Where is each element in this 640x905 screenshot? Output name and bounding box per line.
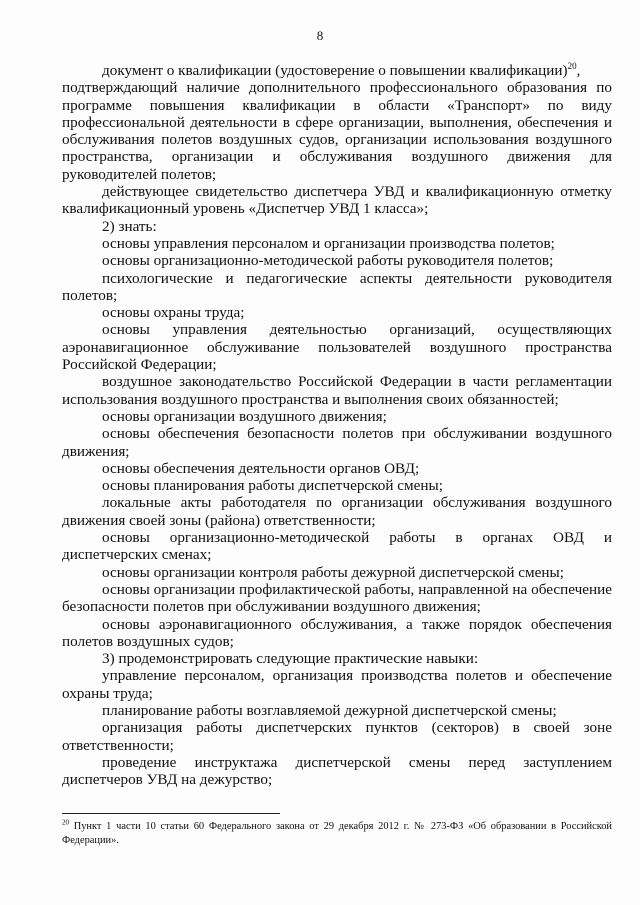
paragraph: локальные акты работодателя по организации обслуживания воздушного движения своей зоны (района) ответственности; (62, 494, 612, 529)
paragraph: документ о квалификации (удостоверение о повышении квалификации)$^{20}$, (102, 60, 581, 79)
paragraph: подтверждающий наличие дополнительного профессионального образования по программе повышения квалификации в области «Транспорт» по виду профессиональной деятельности в сфере организации, выполнения, обеспечения и обслуживания полетов воздушных судов, организации использования воздушного пространства, организации и обслуживания воздушного движения для руководителей полетов; (62, 79, 612, 183)
paragraph: основы планирования работы диспетчерской смены; (102, 477, 443, 495)
paragraph: управление персоналом, организация производства полетов и обеспечение охраны труда; (62, 667, 612, 702)
paragraph: 2) знать: (102, 217, 157, 235)
paragraph: проведение инструктажа диспетчерской смены перед заступлением диспетчеров УВД на дежурство; (62, 753, 612, 789)
paragraph: основы охраны труда; (102, 304, 245, 322)
paragraph: основы управления деятельностью организаций, осуществляющих аэронавигационное обслуживание пользователей воздушного пространства Российской Федерации; (62, 321, 612, 374)
paragraph: основы аэронавигационного обслуживания, а также порядок обеспечения полетов воздушных судов; (62, 615, 612, 650)
footnote (62, 820, 612, 847)
footnote-mark: 20 (62, 818, 69, 827)
document-body (62, 62, 612, 788)
paragraph: действующее свидетельство диспетчера УВД и квалификационную отметку квалификационный уровень «Диспетчер УВД 1 класса»; (62, 183, 612, 218)
paragraph: основы управления персоналом и организации производства полетов; (102, 234, 555, 252)
paragraph: основы обеспечения безопасности полетов при обслуживании воздушного движения; (62, 425, 612, 460)
footnote-reference[interactable]: 20 (567, 60, 577, 71)
paragraph: основы организационно-методической работы руководителя полетов; (102, 252, 554, 270)
footnote-divider (62, 813, 280, 814)
paragraph: основы обеспечения деятельности органов ОВД; (102, 459, 420, 477)
paragraph: основы организации профилактической работы, направленной на обеспечение безопасности полетов при обслуживании воздушного движения; (62, 580, 612, 616)
paragraph: организация работы диспетчерских пунктов (секторов) в своей зоне ответственности; (62, 719, 612, 754)
paragraph: психологические и педагогические аспекты деятельности руководителя полетов; (62, 269, 612, 304)
paragraph: 3) продемонстрировать следующие практические навыки: (102, 650, 479, 668)
footnote-text: Пункт 1 части 10 статьи 60 Федерального закона от 29 декабря 2012 г. № 273-ФЗ «Об образовании в Российской Федерации». (62, 821, 612, 846)
paragraph: основы организационно-методической работы в органах ОВД и диспетчерских сменах; (62, 529, 612, 564)
paragraph: воздушное законодательство Российской Федерации в части регламентации использования воздушного пространства и выполнения своих обязанностей; (62, 373, 612, 408)
page-number: 8 (316, 28, 324, 43)
paragraph: основы организации контроля работы дежурной диспетчерской смены; (102, 563, 564, 581)
paragraph-text: документ о квалификации (удостоверение о повышении квалификации) (102, 62, 568, 79)
paragraph: основы организации воздушного движения; (102, 407, 387, 425)
paragraph: планирование работы возглавляемой дежурной диспетчерской смены; (102, 701, 557, 719)
